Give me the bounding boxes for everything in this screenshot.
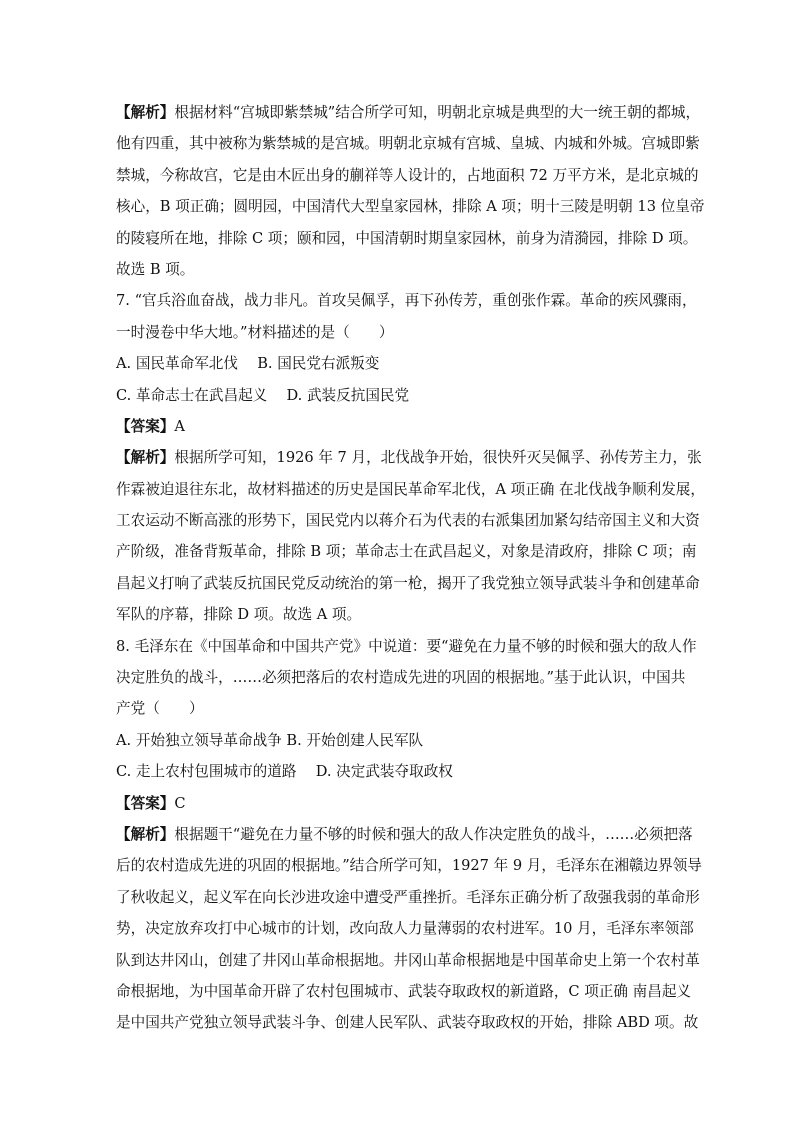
q7-stem-line-1: 7. “官兵浴血奋战，战力非凡。首攻吴佩孚，再下孙传芳，重创张作霖。革命的疾风骤雨，: [116, 292, 697, 310]
q8-analysis-line-4: 势，决定放弃攻打中心城市的计划，改向敌人力量薄弱的农村进军。10 月，毛泽东率领部: [116, 920, 694, 938]
q8-options-row-1: A. 开始独立领导革命战争 B. 开始创建人民军队: [116, 731, 424, 749]
q8-stem-line-3: 产党（ ）: [116, 700, 204, 718]
q8-stem-line-2: 决定胜负的战斗，……必须把落后的农村造成先进的巩固的根据地。”基于此认识，中国共: [116, 669, 686, 687]
q6-analysis-line-1: 【解析】根据材料“宫城即紫禁城”结合所学可知，明朝北京城是典型的大一统王朝的都城，: [116, 104, 701, 121]
document-page: [116, 97, 705, 1039]
q6-analysis-line-5: 的陵寝所在地，排除 C 项；颐和园，中国清朝时期皇家园林，前身为清漪园，排除 D 项。: [116, 229, 698, 247]
q7-options-row-1: A. 国民革命军北伐 B. 国民党右派叛变: [116, 355, 380, 373]
q7-analysis-line-3: 工农运动不断高涨的形势下，国民党内以蒋介石为代表的右派集团加紧勾结帝国主义和大资: [116, 512, 700, 530]
q7-analysis-line-1: 【解析】根据所学可知，1926 年 7 月，北伐战争开始，很快歼灭吴佩孚、孙传芳主力，张: [116, 449, 702, 467]
q7-answer-value: A: [174, 417, 185, 435]
q8-answer: [116, 788, 682, 819]
q7-answer: [116, 411, 682, 442]
q7-stem-line-2: 一时漫卷中华大地。”材料描述的是（ ）: [116, 323, 394, 341]
q6-analysis-label: 【解析】: [116, 104, 175, 121]
q7-analysis-line-6: 军队的序幕，排除 D 项。故选 A 项。: [116, 606, 362, 624]
q7-answer-label: 【答案】: [116, 417, 175, 435]
q8-stem-line-1: 8. 毛泽东在《中国革命和中国共产党》中说道：要“避免在力量不够的时候和强大的敌人作: [116, 637, 697, 655]
q6-analysis-line-6: 故选 B 项。: [116, 260, 195, 278]
q8-analysis-label: 【解析】: [116, 825, 175, 843]
q8-analysis-line-5: 队到达井冈山，创建了井冈山革命根据地。井冈山革命根据地是中国革命史上第一个农村革: [116, 951, 700, 969]
q8-answer-label: 【答案】: [116, 794, 175, 812]
q8-analysis-line-1: 【解析】根据题干“避免在力量不够的时候和强大的敌人作决定胜负的战斗，……必须把落: [116, 825, 693, 843]
q8-analysis-line-7: 是中国共产党独立领导武装斗争、创建人民军队、武装夺取政权的开始，排除 ABD 项。故: [116, 1014, 699, 1032]
q6-analysis-line-3: 禁城，今称故宫，它是由木匠出身的蒯祥等人设计的，占地面积 72 万平方米，是北京城的: [116, 166, 699, 184]
q7-analysis-line-4: 产阶级，准备背叛革命，排除 B 项；革命志士在武昌起义，对象是清政府，排除 C 项；南: [116, 543, 697, 561]
q6-analysis-line-2: 他有四重，其中被称为紫禁城的是宫城。明朝北京城有宫城、皇城、内城和外城。宫城即紫: [116, 135, 700, 153]
q8-analysis-line-6: 命根据地，为中国革命开辟了农村包围城市、武装夺取政权的新道路，C 项正确 南昌起义: [116, 982, 692, 1000]
q8-analysis-line-3: 了秋收起义，起义军在向长沙进攻途中遭受严重挫折。毛泽东正确分析了敌强我弱的革命形: [116, 888, 700, 906]
q8-answer-value: C: [174, 794, 186, 812]
q6-analysis-line-4: 核心，B 项正确；圆明园，中国清代大型皇家园林，排除 A 项；明十三陵是明朝 13 位皇帝: [116, 198, 705, 216]
q7-analysis-label: 【解析】: [116, 449, 175, 467]
q7-options-row-2: C. 革命志士在武昌起义 D. 武装反抗国民党: [116, 386, 410, 404]
q8-options-row-2: C. 走上农村包围城市的道路 D. 决定武装夺取政权: [116, 763, 453, 781]
q7-analysis-line-2: 作霖被迫退往东北，故材料描述的历史是国民革命军北伐，A 项正确 在北伐战争顺利发展，: [116, 480, 705, 498]
q8-analysis-line-2: 后的农村造成先进的巩固的根据地。”结合所学可知，1927 年 9 月，毛泽东在湘赣边界领导: [116, 857, 702, 875]
q7-analysis-line-5: 昌起义打响了武装反抗国民党反动统治的第一枪，揭开了我党独立领导武装斗争和创建革命: [116, 574, 700, 592]
